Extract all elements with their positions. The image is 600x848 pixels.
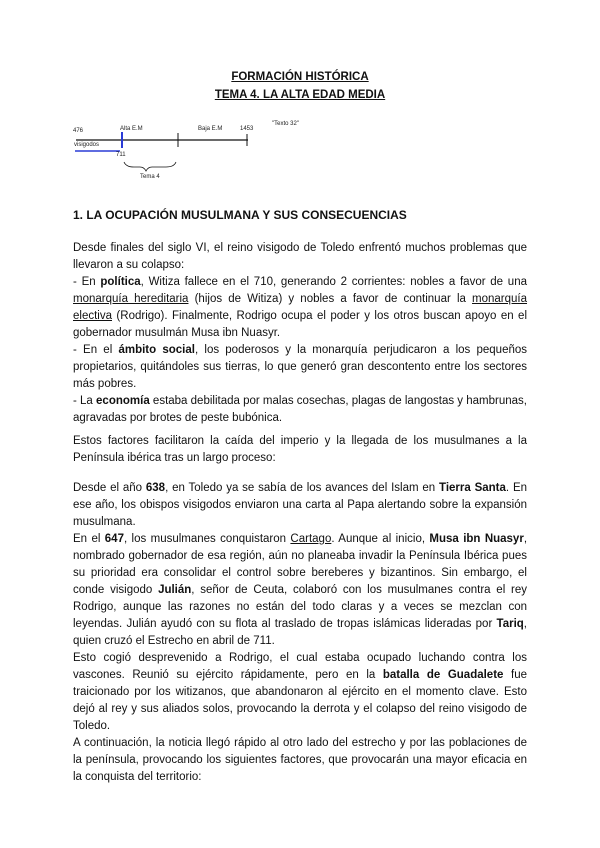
texto-reference: "Texto 32": [272, 121, 299, 127]
keyword-musa: Musa ibn Nuasyr: [429, 533, 524, 545]
intro-paragraph: Desde finales del siglo VI, el reino visigodo de Toledo enfrentó muchos problemas que llevaron a su colapso: - En política, Witiza fallece en el 710, generando 2 corrientes: nobles a favor de una monarquía hereditaria (hijos de Witiza) y nobles a favor de continuar la monarquía electiva (Rodrigo). Finalmente, Rodrigo ocupa el poder y los otros buscan apoyo en el gobernador musulmán Musa ibn Nuasyr. - En el ámbito social, los poderosos y la monarquía perjudicaron a los pequeños propietarios, quitándoles sus tierras, lo que generó gran descontento entre los sectores más pobres. - La economía estaba debilitada por malas cosechas, plagas de langostas y hambrunas, agravadas por brotes de peste bubónica.: [73, 242, 528, 424]
term-monarquia-hereditaria: monarquía hereditaria: [73, 293, 189, 305]
timeline-label-tema: Tema 4: [140, 174, 160, 180]
keyword-julian: Julián: [158, 584, 192, 596]
course-title: FORMACIÓN HISTÓRICA: [231, 71, 369, 83]
keyword-economia: economía: [96, 395, 150, 407]
section-heading: 1. LA OCUPACIÓN MUSULMANA Y SUS CONSECUENCIAS: [73, 208, 407, 222]
timeline-year-1453: 1453: [240, 126, 254, 132]
timeline-year-711: 711: [116, 152, 126, 158]
timeline-label-visigodos: visigodos: [74, 142, 100, 148]
unit-title: TEMA 4. LA ALTA EDAD MEDIA: [214, 89, 386, 101]
conquest-paragraph: Desde el año 638, en Toledo ya se sabía de los avances del Islam en Tierra Santa. En ese año, los obispos visigodos enviaron una carta al Papa alertando sobre la expansión musulmana. En el 647, los musulmanes conquistaron Cartago. Aunque al inicio, Musa ibn Nuasyr, nombrado gobernador de esa región, aún no planeaba invadir la Península Ibérica pues su prioridad era consolidar el control sobre bereberes y bizantinos. Sin embargo, el conde visigodo Julián, señor de Ceuta, colaboró con los musulmanes contra el rey Rodrigo, aunque las razones no están del todo claras y a veces se mezclan con leyendas. Julián ayudó con su flota al traslado de tropas islámicas lideradas por Tariq, quien cruzó el Estrecho en abril de 711. Esto cogió desprevenido a Rodrigo, el cual estaba ocupado luchando contra los vascones. Reunió su ejército rápidamente, pero en la batalla de Guadalete fue traicionado por los witizanos, que abandonaron al ejército en el momento clave. Esto dejó al rey y sus aliados solos, provocando la derrota y el colapso del reino visigodo de Toledo. A continuación, la noticia llegó rápido al otro lado del estrecho y por las poblaciones de la península, provocando los siguientes factores, que provocarán una mayor eficacia en la conquista del territorio:: [73, 482, 528, 783]
timeline-label-baja: Baja E.M: [198, 126, 223, 132]
timeline-sketch: [70, 118, 330, 188]
keyword-647: 647: [104, 533, 124, 545]
term-cartago: Cartago: [290, 533, 332, 545]
timeline-year-476: 476: [73, 128, 84, 134]
keyword-tierra-santa: Tierra Santa: [439, 482, 506, 494]
factors-paragraph: Estos factores facilitaron la caída del imperio y la llegada de los musulmanes a la Península ibérica tras un largo proceso:: [73, 435, 527, 464]
keyword-638: 638: [145, 482, 166, 494]
term-monarquia-electiva: monarquía electiva: [73, 293, 528, 322]
timeline-label-alta: Alta E.M: [120, 126, 143, 132]
keyword-ambito-social: ámbito social: [118, 344, 195, 356]
keyword-politica: política: [100, 276, 141, 288]
keyword-guadalete: batalla de Guadalete: [382, 669, 504, 681]
keyword-tariq: Tariq: [496, 618, 524, 630]
